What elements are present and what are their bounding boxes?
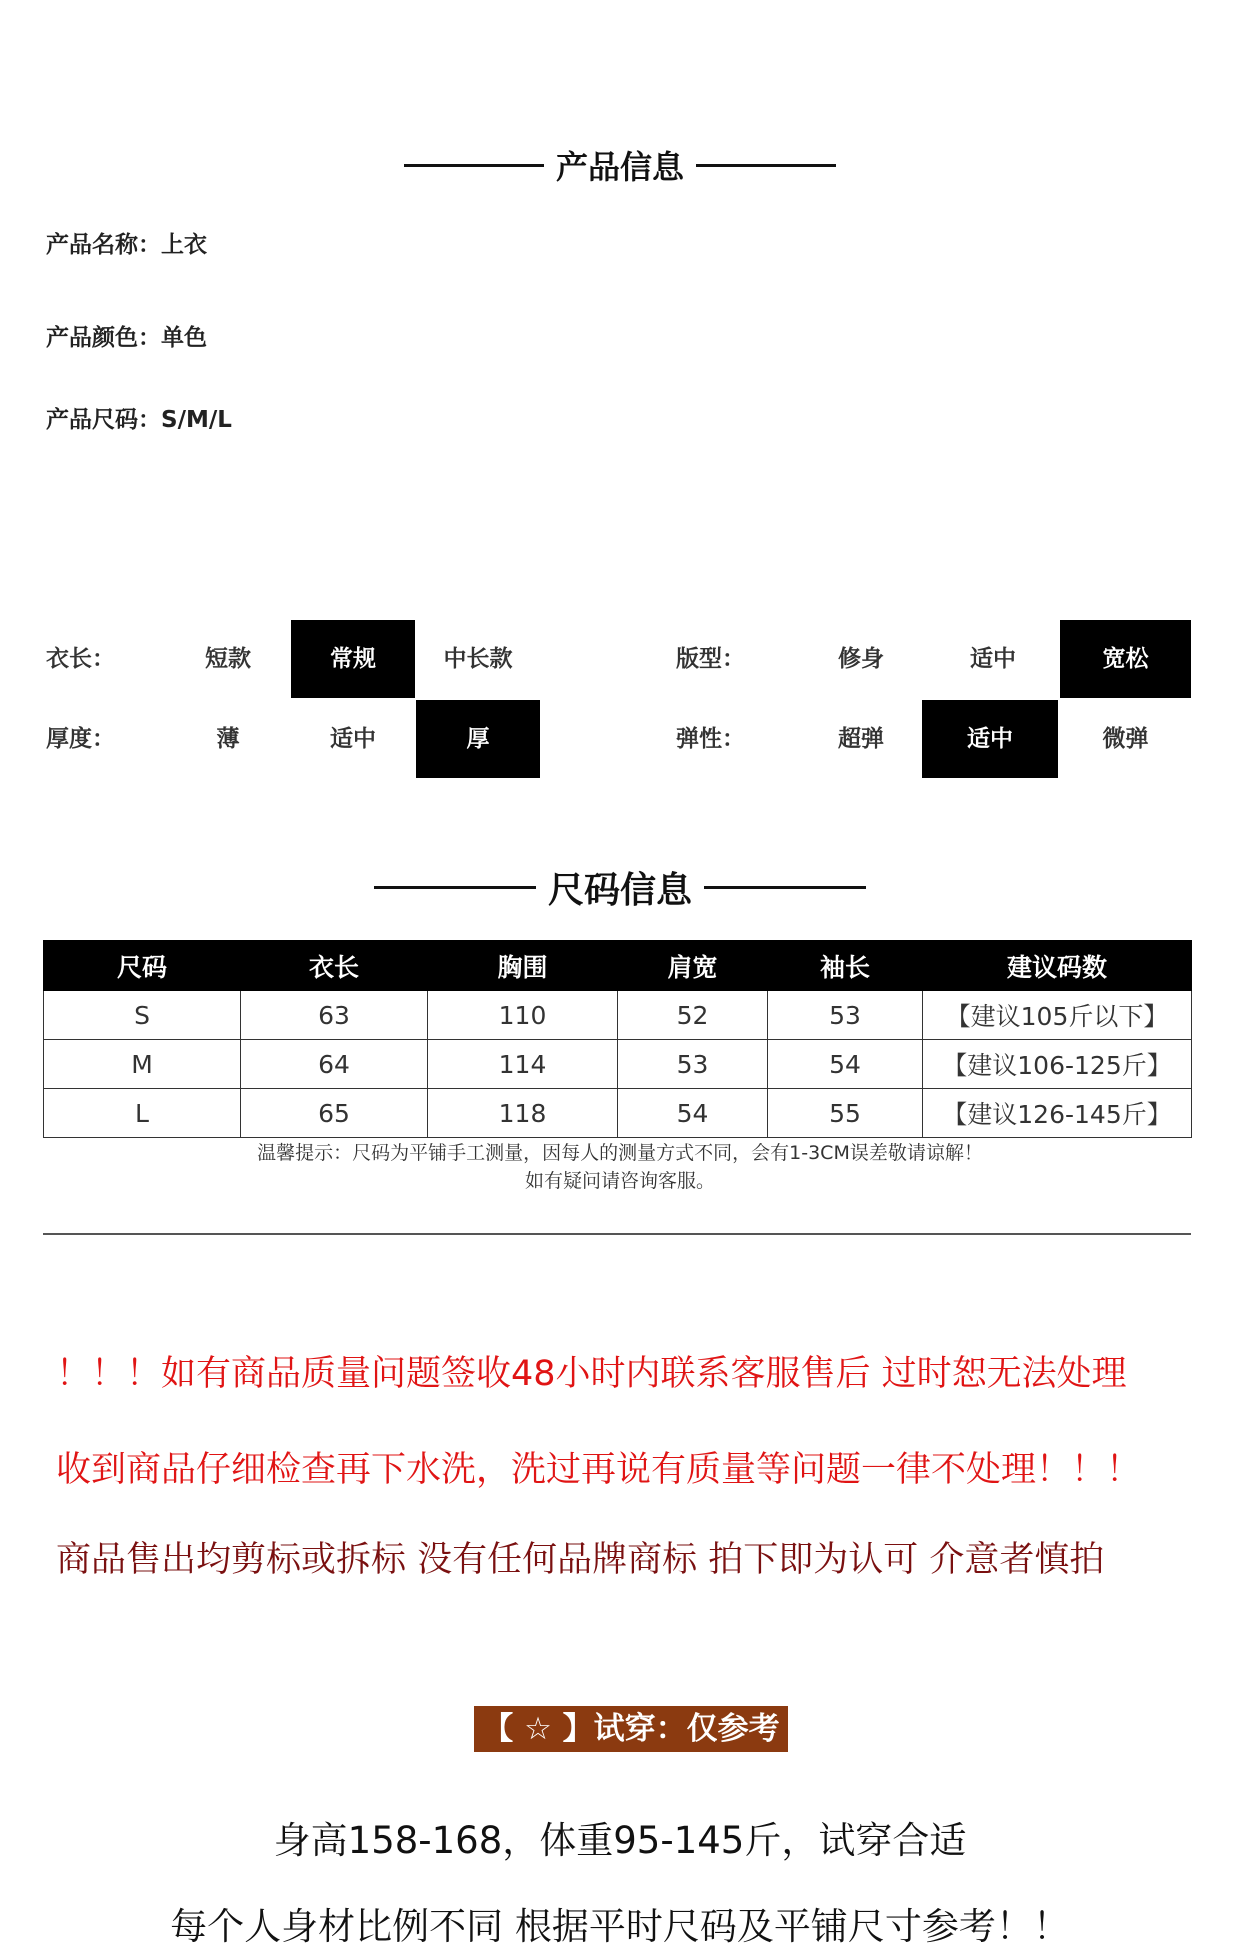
table-cell: 【建议105斤以下】 [923,991,1192,1040]
attr-elasticity-label: 弹性： [676,726,745,752]
table-cell: L [44,1089,241,1138]
info-row-size: 产品尺码：S/M/L [46,407,232,433]
col-header: 衣长 [241,941,428,991]
warning-line2: 收到商品仔细检查再下水洗，洗过再说有质量等问题一律不处理！！！ [56,1450,1142,1490]
attr-length-opt-1: 常规 [291,620,415,698]
table-cell: 64 [241,1040,428,1089]
tryon-line1: 身高158-168，体重95-145斤，试穿合适 [273,1819,967,1862]
attr-fit-label: 版型： [676,646,745,672]
attr-length-opt-2: 中长款 [443,646,513,672]
product-info-title: 产品信息 [0,142,1240,188]
attr-thickness-opt-1: 适中 [330,726,376,752]
table-cell: 【建议126-145斤】 [923,1089,1192,1138]
table-cell: 54 [618,1089,768,1138]
col-header: 尺码 [44,941,241,991]
table-cell: 54 [768,1040,923,1089]
attr-elasticity-opt-2: 微弹 [1102,726,1149,752]
table-row [44,1089,1192,1138]
attr-length-opt-0: 短款 [205,646,251,672]
title-rule-left [374,886,536,889]
table-cell: M [44,1040,241,1089]
warning-line1: ！！！如有商品质量问题签收48小时内联系客服售后 过时恕无法处理 [56,1354,1127,1394]
table-cell: 53 [618,1040,768,1089]
title-rule-right [696,164,836,167]
attr-thickness-label: 厚度： [46,726,115,752]
attr-fit-opt-2: 宽松 [1060,620,1191,698]
section-divider [43,1233,1191,1235]
table-cell: 63 [241,991,428,1040]
attr-fit-opt-1: 适中 [970,646,1016,672]
table-cell: 53 [768,991,923,1040]
table-cell: 【建议106-125斤】 [923,1040,1192,1089]
attr-thickness-opt-0: 薄 [216,726,240,752]
table-row [44,1040,1192,1089]
col-header: 袖长 [768,941,923,991]
title-rule-right [704,886,866,889]
attr-elasticity-opt-1: 适中 [922,700,1058,778]
info-row-name: 产品名称：上衣 [46,232,207,258]
size-info-title: 尺码信息 [0,862,1240,913]
table-cell: S [44,991,241,1040]
table-cell: 65 [241,1089,428,1138]
attr-fit-opt-0: 修身 [838,646,884,672]
col-header: 肩宽 [618,941,768,991]
table-cell: 114 [428,1040,618,1089]
attr-elasticity-opt-0: 超弹 [838,726,884,752]
size-note-line1: 温馨提示：尺码为平铺手工测量，因每人的测量方式不同，会有1-3CM误差敬请谅解！ [257,1142,983,1164]
table-cell: 55 [768,1089,923,1138]
title-rule-left [404,164,544,167]
size-table [43,940,1192,1138]
attr-thickness-opt-2: 厚 [416,700,540,778]
table-cell: 110 [428,991,618,1040]
info-row-color: 产品颜色：单色 [46,325,207,351]
col-header: 建议码数 [923,941,1192,991]
col-header: 胸围 [428,941,618,991]
size-note-line2: 如有疑问请咨询客服。 [524,1170,715,1192]
size-table-header [44,941,1192,991]
tryon-line2: 每个人身材比例不同 根据平时尺码及平铺尺寸参考！！ [170,1905,1070,1948]
warning-line3: 商品售出均剪标或拆标 没有任何品牌商标 拍下即为认可 介意者慎拍 [56,1540,1105,1580]
table-cell: 118 [428,1089,618,1138]
attr-length-label: 衣长： [46,646,115,672]
table-row [44,991,1192,1040]
tryon-badge: 【 ☆ 】试穿：仅参考 [474,1706,788,1752]
table-cell: 52 [618,991,768,1040]
